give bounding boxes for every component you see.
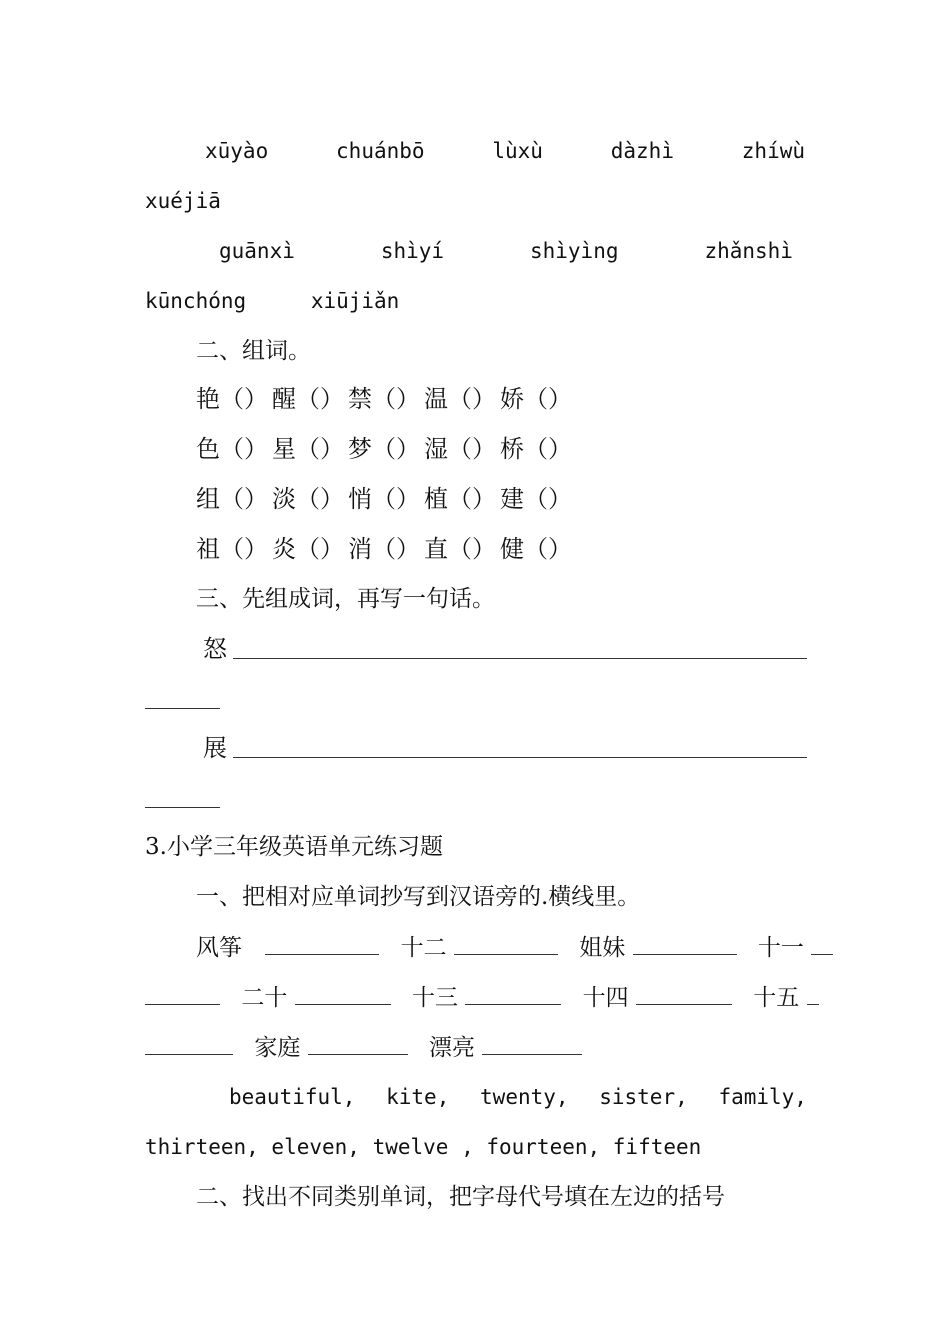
word-group-cell: 艳（）: [196, 385, 268, 413]
blank-label: 十五: [753, 985, 800, 1011]
answer-blank[interactable]: [482, 1032, 582, 1055]
english-q1-heading: 一、把相对应单词抄写到汉语旁的.横线里。: [196, 884, 641, 910]
answer-blank[interactable]: [465, 982, 561, 1005]
section-2-heading: 二、组词。: [196, 338, 311, 364]
word-group-cell: 健（）: [500, 535, 572, 563]
english-q2-heading: 二、找出不同类别单词，把字母代号填在左边的括号: [196, 1184, 725, 1210]
answer-line-continuation[interactable]: [145, 807, 220, 808]
blank-label: 漂亮: [428, 1035, 475, 1061]
word-bank-line-2: thirteen, eleven, twelve , fourteen, fifteen: [145, 1135, 702, 1159]
word-bank-word: beautiful,: [229, 1085, 356, 1109]
word-group-cell: 星（）: [272, 435, 344, 463]
pinyin-row-1-wrap: [145, 186, 807, 216]
word-bank-word: twenty,: [480, 1085, 569, 1109]
sentence-char: 展: [203, 734, 227, 762]
blanks-line-2: [145, 982, 807, 1013]
pinyin-word: xuéjiā: [145, 189, 221, 213]
word-group-cell: 禁（）: [348, 385, 420, 413]
answer-blank[interactable]: [633, 932, 737, 955]
pinyin-word: xūyào: [205, 139, 269, 163]
word-group-cell: 建（）: [500, 485, 572, 513]
answer-blank[interactable]: [308, 1032, 408, 1055]
english-section-title: 3.小学三年级英语单元练习题: [145, 834, 443, 860]
pinyin-word: dàzhì: [610, 139, 674, 163]
pinyin-word: shìyìng: [529, 239, 619, 263]
pinyin-word: zhíwù: [741, 139, 805, 163]
word-group-cell: 湿（）: [424, 435, 496, 463]
answer-blank[interactable]: [295, 982, 391, 1005]
answer-line[interactable]: [233, 757, 807, 758]
blank-label: 家庭: [254, 1035, 301, 1061]
word-group-cell: 桥（）: [500, 435, 572, 463]
blank-label: 十三: [411, 985, 458, 1011]
word-group-cell: 娇（）: [500, 385, 572, 413]
answer-blank[interactable]: [265, 932, 379, 955]
blanks-line-1: [196, 932, 807, 963]
answer-line[interactable]: [233, 658, 807, 659]
blank-label: 二十: [241, 985, 288, 1011]
answer-blank[interactable]: [636, 982, 732, 1005]
answer-blank[interactable]: [807, 982, 819, 1005]
pinyin-row-2: [145, 236, 807, 266]
word-group-cell: 组（）: [196, 485, 268, 513]
word-group-cell: 醒（）: [272, 385, 344, 413]
pinyin-row-1: [145, 136, 805, 166]
answer-blank[interactable]: [454, 932, 558, 955]
word-bank-line-1: [145, 1082, 807, 1112]
blank-label: 十二: [400, 935, 447, 961]
word-bank-word: kite,: [386, 1085, 450, 1109]
answer-blank[interactable]: [145, 982, 220, 1005]
answer-line-continuation[interactable]: [145, 708, 220, 709]
blank-label: 姐妹: [579, 935, 626, 961]
pinyin-word: lùxù: [492, 139, 543, 163]
pinyin-word: zhǎnshì: [704, 239, 793, 263]
pinyin-word: xiūjiǎn: [310, 289, 400, 313]
word-group-cell: 消（）: [348, 535, 420, 563]
word-group-cell: 色（）: [196, 435, 268, 463]
word-group-cell: 炎（）: [272, 535, 344, 563]
word-group-cell: 淡（）: [272, 485, 344, 513]
section-3-heading: 三、先组成词，再写一句话。: [196, 586, 495, 612]
sentence-char: 怒: [203, 635, 227, 663]
sentence-row: [203, 634, 807, 664]
sentence-row: [203, 733, 807, 763]
word-group-cell: 温（）: [424, 385, 496, 413]
pinyin-word: kūnchóng: [145, 289, 247, 313]
pinyin-word: chuánbō: [336, 139, 425, 163]
word-bank-word: family,: [718, 1085, 807, 1109]
word-group-cell: 植（）: [424, 485, 496, 513]
blank-label: 十四: [582, 985, 629, 1011]
pinyin-word: shìyí: [380, 239, 445, 263]
word-bank-word: sister,: [599, 1085, 688, 1109]
answer-blank[interactable]: [811, 932, 833, 955]
word-group-cell: 祖（）: [196, 535, 268, 563]
word-group-cell: 悄（）: [348, 485, 420, 513]
blank-label: 风筝: [196, 935, 242, 961]
pinyin-row-2-wrap: [145, 286, 807, 316]
blanks-line-3: [145, 1032, 807, 1063]
blank-label: 十一: [757, 935, 804, 961]
answer-blank[interactable]: [145, 1032, 233, 1055]
word-group-cell: 梦（）: [348, 435, 420, 463]
pinyin-word: guānxì: [219, 239, 295, 263]
word-group-cell: 直（）: [424, 535, 496, 563]
